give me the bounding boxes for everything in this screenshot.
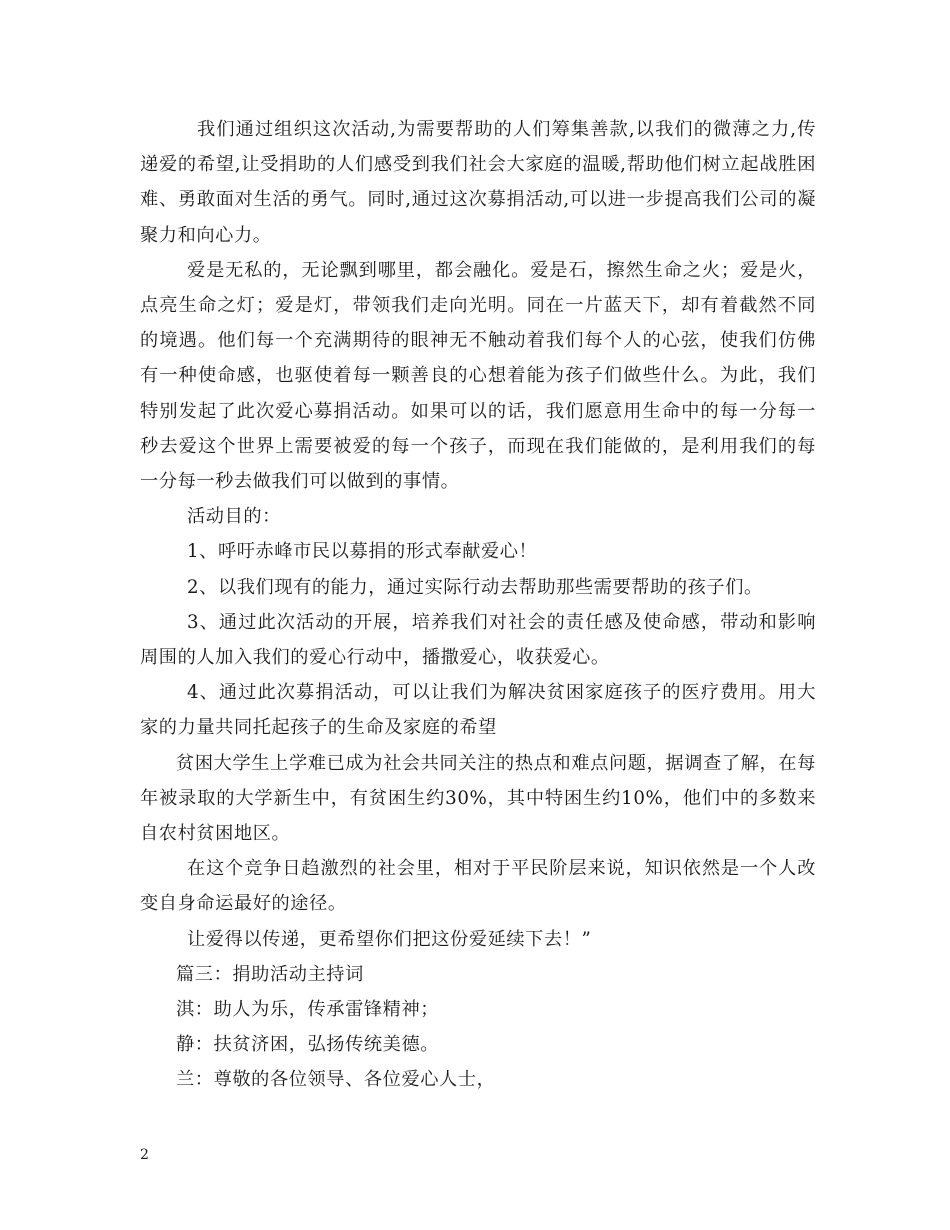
paragraph: 4、通过此次募捐活动，可以让我们为解决贫困家庭孩子的医疗费用。用大家的力量共同托起孩子的生命及家庭的希望 [140,682,816,739]
page-number: 2 [140,1147,149,1163]
paragraph: 贫困大学生上学难已成为社会共同关注的热点和难点问题，据调查了解，在每年被录取的大学新生中，有贫困生约30%，其中特困生约10%，他们中的多数来自农村贫困地区。 [140,752,816,845]
paragraph: 篇三：捐助活动主持词 [176,963,364,985]
paragraph: 活动目的： [187,506,281,528]
paragraph: 爱是无私的，无论飘到哪里，都会融化。爱是石，擦然生命之火；爱是火，点亮生命之灯；爱是灯，带领我们走向光明。同在一片蓝天下，却有着截然不同的境遇。他们每一个充满期待的眼神无不触动着我们每个人的心弦，使我们仿佛有一种使命感，也驱使着每一颗善良的心想着能为孩子们做些什么。为此，我们特别发起了此次爱心募捐活动。如果可以的话，我们愿意用生命中的每一分每一秒去爱这个世界上需要被爱的每一个孩子，而现在我们能做的，是利用我们的每一分每一秒去做我们可以做到的事情。 [140,259,816,493]
paragraph: 静：扶贫济困，弘扬传统美德。 [176,1034,440,1056]
paragraph: 让爱得以传递，更希望你们把这份爱延续下去！” [187,928,592,950]
paragraph: 兰：尊敬的各位领导、各位爱心人士， [176,1069,496,1091]
paragraph: 在这个竞争日趋激烈的社会里，相对于平民阶层来说，知识依然是一个人改变自身命运最好的途径。 [140,858,816,915]
paragraph: 我们通过组织这次活动,为需要帮助的人们筹集善款,以我们的微薄之力,传递爱的希望,让受捐助的人们感受到我们社会大家庭的温暖,帮助他们树立起战胜困难、勇敢面对生活的勇气。同时,通过这次募捐活动,可以进一步提高我们公司的凝聚力和向心力。 [140,119,816,246]
document-body [140,112,816,1098]
paragraph: 淇：助人为乐，传承雷锋精神； [176,999,440,1021]
paragraph: 1、呼吁赤峰市民以募捐的形式奉献爱心！ [187,541,538,563]
paragraph: 2、以我们现有的能力，通过实际行动去帮助那些需要帮助的孩子们。 [187,576,763,598]
paragraph: 3、通过此次活动的开展，培养我们对社会的责任感及使命感，带动和影响周围的人加入我们的爱心行动中，播撒爱心，收获爱心。 [140,611,816,669]
